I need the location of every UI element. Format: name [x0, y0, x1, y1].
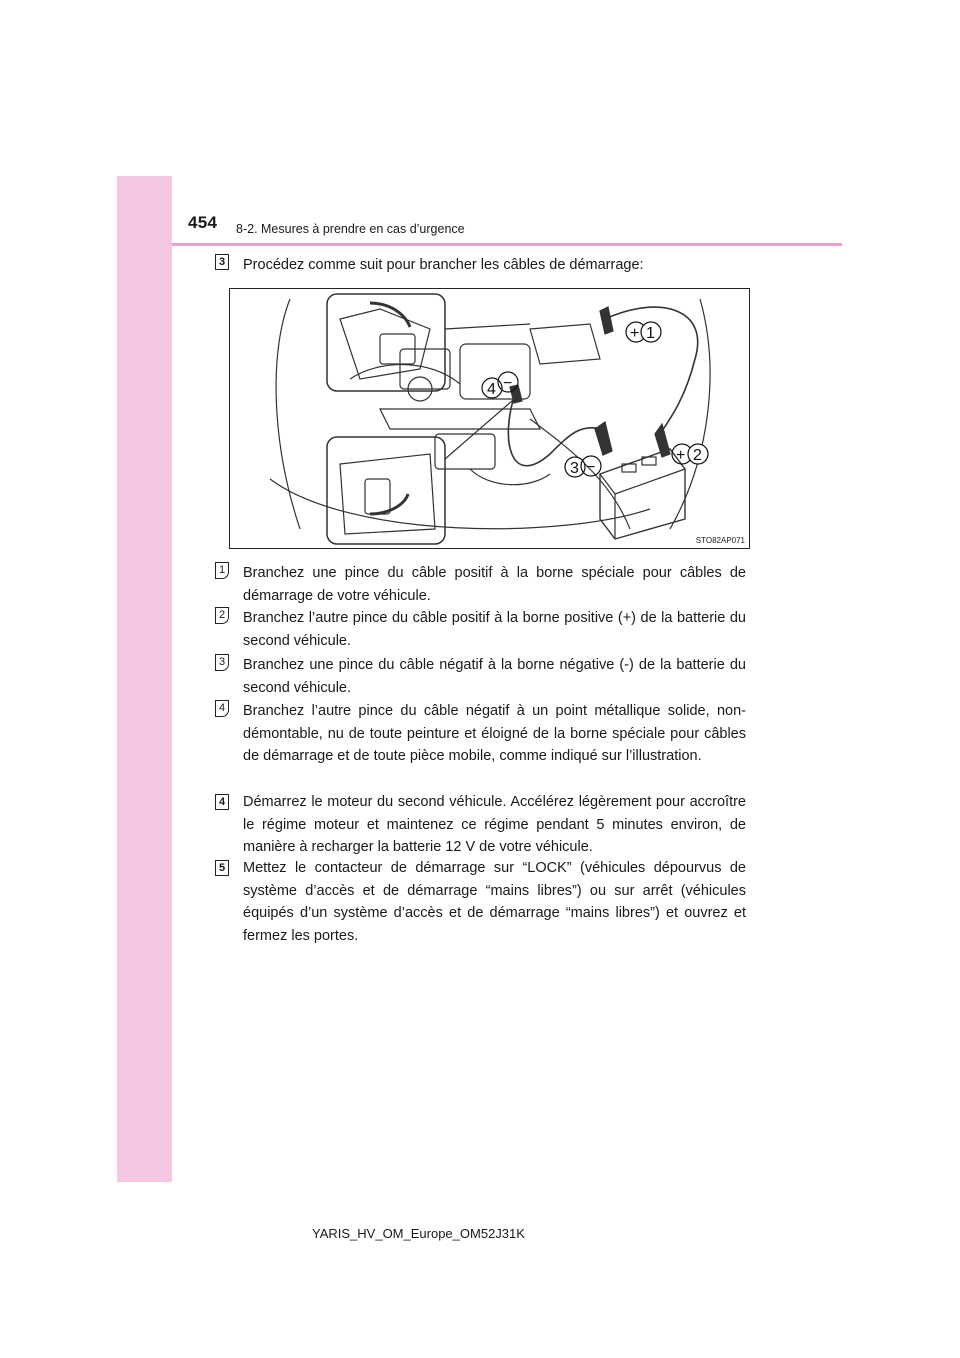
inset-positive-terminal — [327, 294, 445, 391]
substep-text: Branchez l’autre pince du câble négatif à un point métallique solide, non-démontable, nu de toute peinture et éloigné de la borne spéciale pour câbles de démarrage et de toute pièce mobile, comme indiqué sur l’illustration. — [243, 703, 746, 764]
callout-minus-sign: − — [503, 375, 513, 392]
figure-code: STO82AP071 — [695, 536, 745, 545]
step-number-box: 4 — [215, 794, 229, 810]
step-text: Mettez le contacteur de démarrage sur “LOCK” (véhicules dépourvus de système d’accès et de démarrage “mains libres”) ou sur arrêt (véhicules équipés d’un système d’accès et de démarrage “mains libres”) et ouvrez et fermez les portes. — [243, 860, 746, 944]
jump-start-illustration — [229, 288, 750, 549]
step-text: Démarrez le moteur du second véhicule. Accélérez légèrement pour accroître le régime moteur et maintenez ce régime pendant 5 minutes environ, de manière à recharger la batterie 12 V de votre véhicule. — [243, 794, 746, 855]
callout-plus-sign: + — [630, 325, 640, 342]
chapter-side-band — [117, 176, 172, 1182]
step-number-box: 5 — [215, 860, 229, 876]
substep-number-box: 1 — [215, 562, 229, 579]
engine-bay-drawing — [230, 289, 749, 548]
substep-text: Branchez l’autre pince du câble positif à la borne positive (+) de la batterie du second véhicule. — [243, 610, 746, 649]
negative-cable — [508, 394, 602, 466]
callout-1: 1 — [646, 325, 655, 342]
step-number-box: 3 — [215, 254, 229, 270]
callout-2: 2 — [693, 447, 702, 464]
callout-3: 3 — [570, 460, 579, 477]
callout-minus-sign: − — [586, 459, 596, 476]
callout-plus-sign: + — [676, 447, 686, 464]
callout-4: 4 — [487, 381, 496, 398]
substep-text: Branchez une pince du câble négatif à la borne négative (-) de la batterie du second véhicule. — [243, 657, 746, 696]
substep-number-box: 4 — [215, 700, 229, 717]
footer-doc-id: YARIS_HV_OM_Europe_OM52J31K — [312, 1226, 525, 1241]
step-text: Procédez comme suit pour brancher les câbles de démarrage: — [243, 257, 644, 273]
section-title: 8-2. Mesures à prendre en cas d’urgence — [236, 222, 465, 236]
hood-outline-right — [670, 299, 710, 529]
page-number: 454 — [188, 213, 218, 232]
substep-number-box: 3 — [215, 654, 229, 671]
substep-number-box: 2 — [215, 607, 229, 624]
header-divider — [172, 243, 842, 246]
substep-text: Branchez une pince du câble positif à la borne spéciale pour câbles de démarrage de votre véhicule. — [243, 565, 746, 604]
